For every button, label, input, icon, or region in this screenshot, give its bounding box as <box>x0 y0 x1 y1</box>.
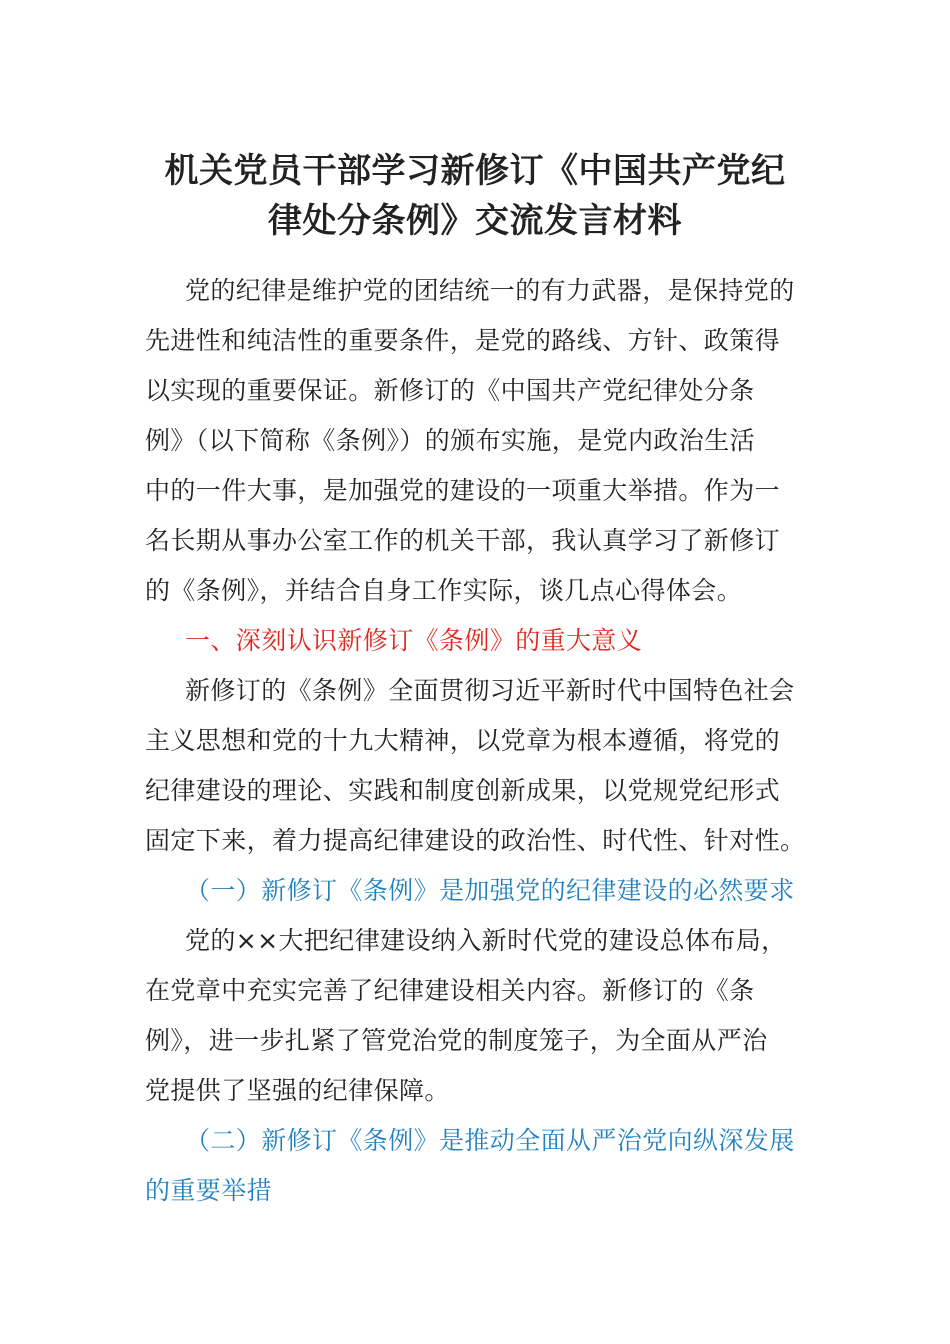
section1-line-2: 主义思想和党的十九大精神，以党章为根本遵循，将党的 <box>145 726 781 755</box>
title-line-1: 机关党员干部学习新修订《中国共产党纪 <box>164 151 786 191</box>
intro-line-1: 党的纪律是维护党的团结统一的有力武器，是保持党的 <box>185 276 795 305</box>
section1-line-4: 固定下来，着力提高纪律建设的政治性、时代性、针对性。 <box>145 826 806 855</box>
intro-line-2: 先进性和纯洁性的重要条件，是党的路线、方针、政策得 <box>145 326 781 355</box>
intro-line-7: 的《条例》，并结合自身工作实际，谈几点心得体会。 <box>145 576 743 605</box>
section1-line-1: 新修订的《条例》全面贯彻习近平新时代中国特色社会 <box>185 676 795 705</box>
title-line-2: 律处分条例》交流发言材料 <box>268 201 682 241</box>
intro-line-4: 例》（以下简称《条例》）的颁布实施，是党内政治生活 <box>145 426 756 455</box>
section1-line-3: 纪律建设的理论、实践和制度创新成果，以党规党纪形式 <box>145 776 781 805</box>
intro-line-6: 名长期从事办公室工作的机关干部，我认真学习了新修订 <box>145 526 781 555</box>
intro-line-3: 以实现的重要保证。新修订的《中国共产党纪律处分条 <box>145 376 755 405</box>
sub1-line-1: 党的××大把纪律建设纳入新时代党的建设总体布局， <box>185 926 787 955</box>
intro-line-5: 中的一件大事，是加强党的建设的一项重大举措。作为一 <box>145 476 781 505</box>
subheading-2-line-1: （二）新修订《条例》是推动全面从严治党向纵深发展 <box>185 1126 795 1155</box>
sub1-line-4: 党提供了坚强的纪律保障。 <box>145 1076 450 1105</box>
subheading-1: （一）新修订《条例》是加强党的纪律建设的必然要求 <box>185 876 795 905</box>
heading-1: 一、深刻认识新修订《条例》的重大意义 <box>185 626 643 655</box>
subheading-2-line-2: 的重要举措 <box>145 1176 273 1205</box>
sub1-line-2: 在党章中充实完善了纪律建设相关内容。新修订的《条 <box>145 976 755 1005</box>
document-title <box>140 146 810 246</box>
sub1-line-3: 例》，进一步扎紧了管党治党的制度笼子，为全面从严治 <box>145 1026 768 1055</box>
